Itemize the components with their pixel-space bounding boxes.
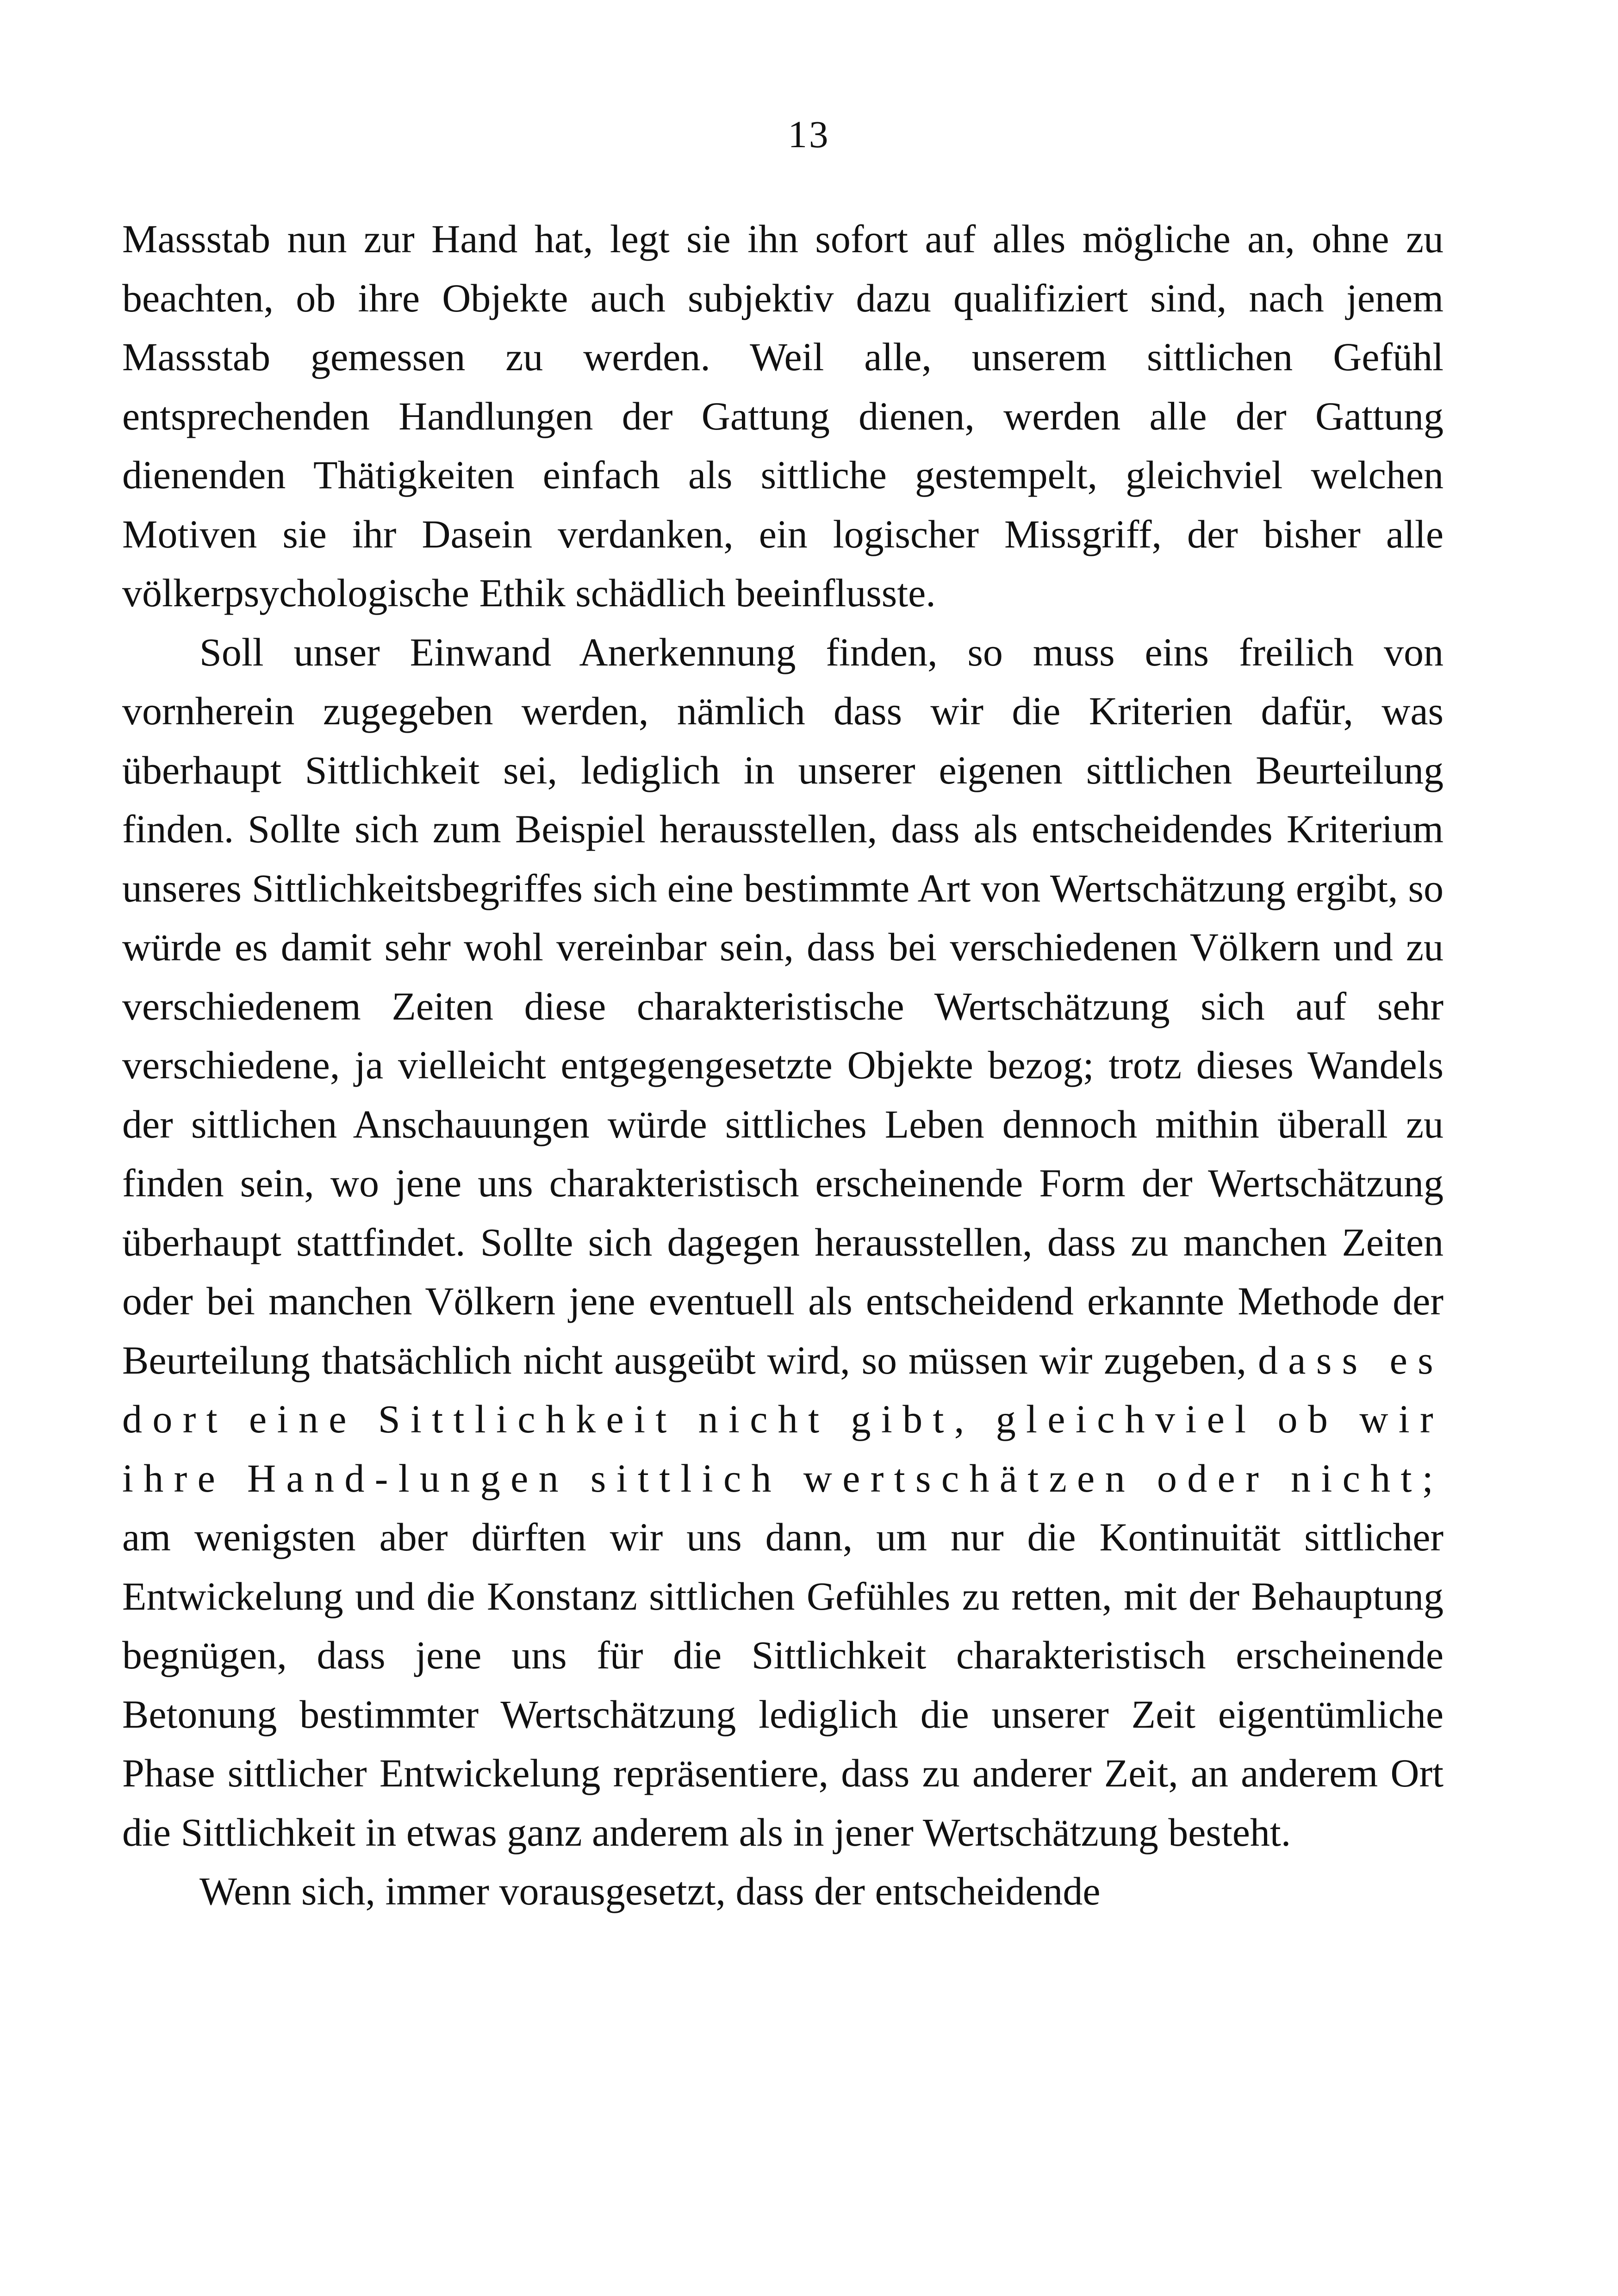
paragraph-2 <box>122 623 1444 1862</box>
paragraph-2-text-end: am wenigsten aber dürften wir uns dann, um nur die Kontinuität sittlicher Entwickelung und die Konstanz sittlichen Gefühles zu retten, mit der Behauptung begnügen, dass jene uns für die Sittlichkeit charakteristisch erscheinende Betonung bestimmter Wertschätzung lediglich die unserer Zeit eigentümliche Phase sittlicher Entwickelung repräsentiere, dass zu anderer Zeit, an anderem Ort die Sittlichkeit in etwas ganz anderem als in jener Wertschätzung besteht. <box>122 1515 1444 1854</box>
paragraph-1 <box>122 210 1444 623</box>
paragraph-3-text: Wenn sich, immer vorausgesetzt, dass der entscheidende <box>199 1869 1101 1913</box>
page-number: 13 <box>788 113 830 156</box>
paragraph-1-text: Massstab nun zur Hand hat, legt sie ihn sofort auf alles mögliche an, ohne zu beachten, ob ihre Objekte auch subjektiv dazu qualifiziert sind, nach jenem Massstab gemessen zu werden. Weil alle, unserem sittlichen Gefühl entsprechenden Handlungen der Gattung dienen, werden alle der Gattung dienenden Thätigkeiten einfach als sittliche gestempelt, gleichviel welchen Motiven sie ihr Dasein verdanken, ein logischer Missgriff, der bisher alle völkerpsychologische Ethik schädlich beeinflusste. <box>122 217 1444 615</box>
paragraph-3 <box>122 1862 1444 1921</box>
body-text <box>122 210 1444 1921</box>
paragraph-2-emphasis-spaced: dass es dort eine Sittlichkeit nicht gibt, gleichviel ob wir ihre Hand-lungen sittlich wertschätzen oder nicht; <box>122 1338 1444 1500</box>
paragraph-2-text-start: Soll unser Einwand Anerkennung finden, so muss eins freilich von vornherein zugegeben werden, nämlich dass wir die Kriterien dafür, was überhaupt Sittlichkeit sei, lediglich in unserer eigenen sittlichen Beurteilung finden. Sollte sich zum Beispiel herausstellen, dass als entscheidendes Kriterium unseres Sittlichkeitsbegriffes sich eine bestimmte Art von Wertschätzung ergibt, so würde es damit sehr wohl vereinbar sein, dass bei verschiedenen Völkern und zu verschiedenem Zeiten diese charakteristische Wertschätzung sich auf sehr verschiedene, ja vielleicht entgegengesetzte Objekte bezog; trotz dieses Wandels der sittlichen Anschauungen würde sittliches Leben dennoch mithin überall zu finden sein, wo jene uns charakteristisch erscheinende Form der Wertschätzung überhaupt stattfindet. Sollte sich dagegen herausstellen, dass zu manchen Zeiten oder bei manchen Völkern jene eventuell als entscheidend erkannte Methode der Beurteilung thatsächlich nicht ausgeübt wird, so müssen wir zugeben, <box>122 629 1444 1382</box>
